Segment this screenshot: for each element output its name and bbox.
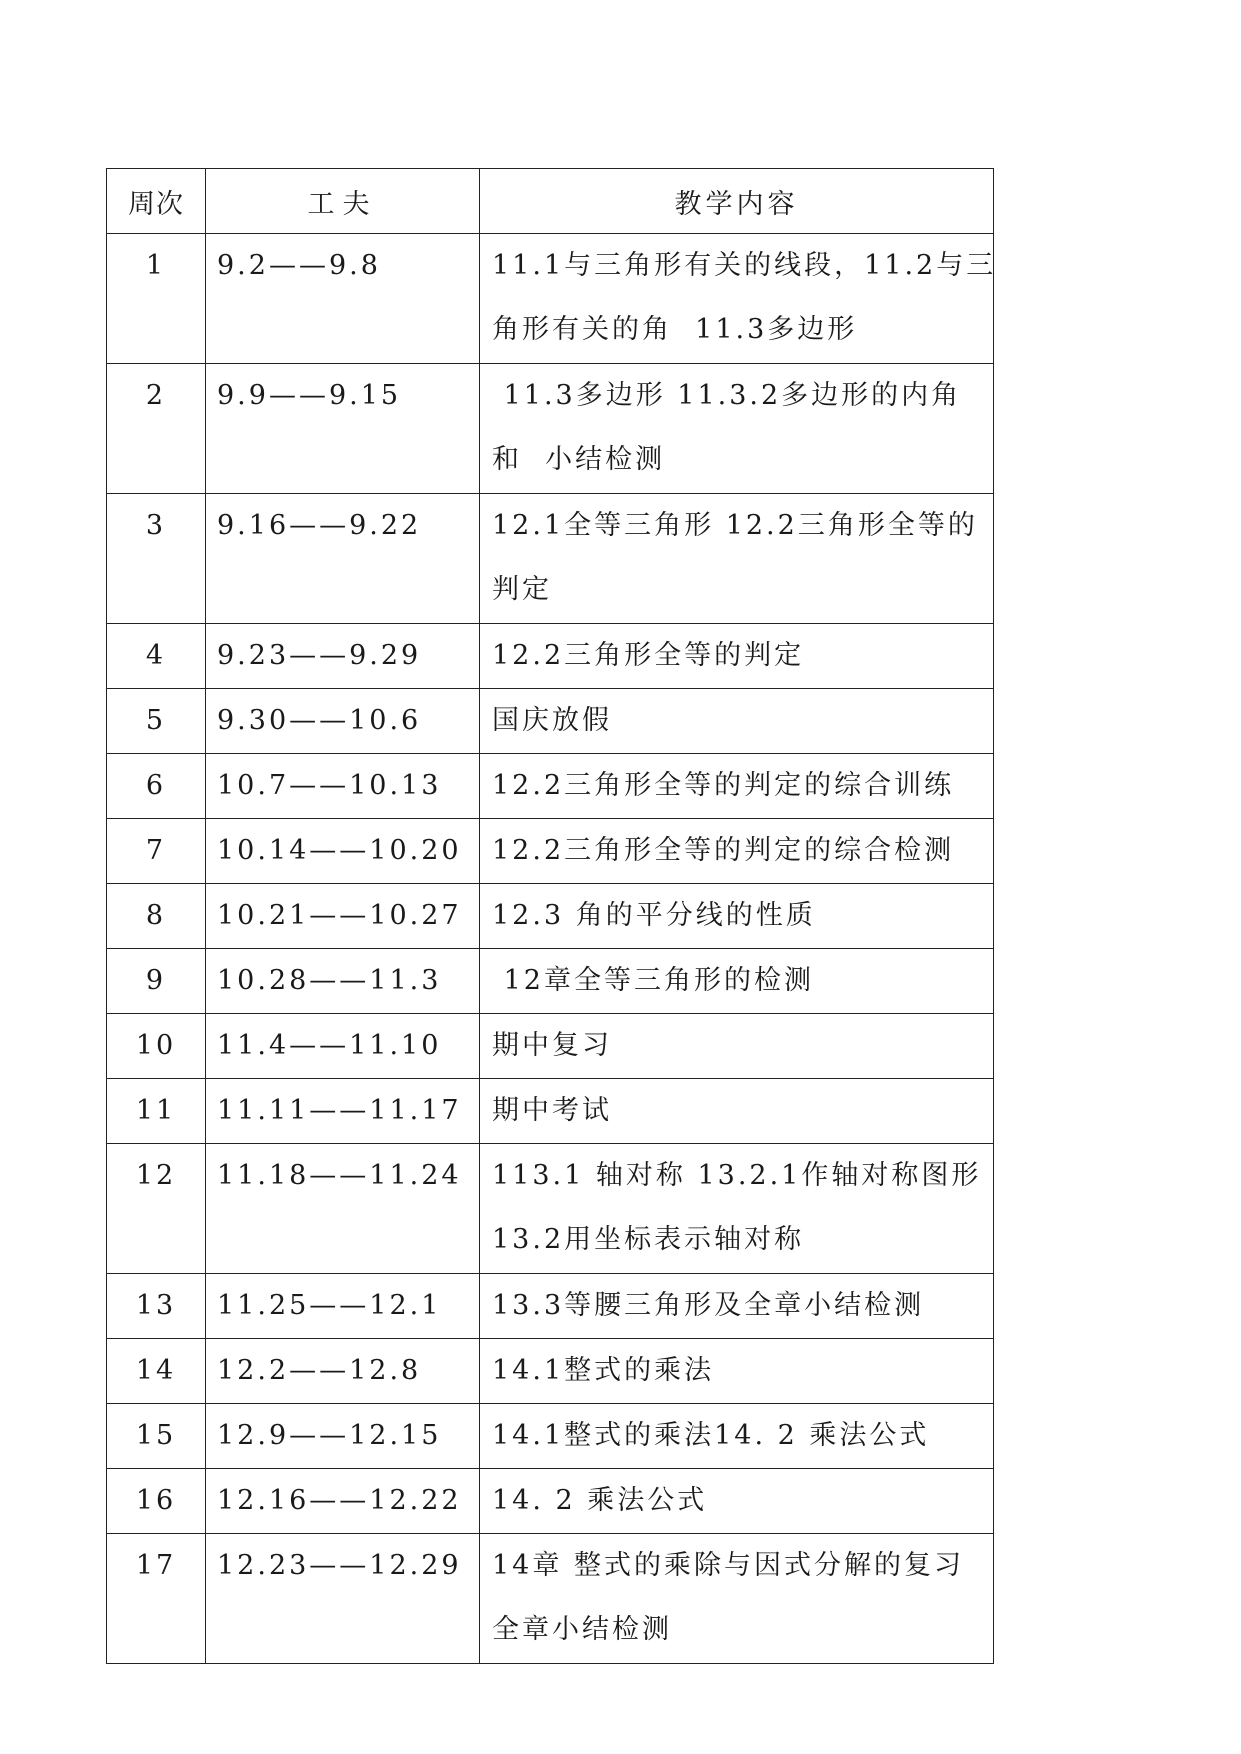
content-line: 14.1整式的乘法14. 2 乘法公式 xyxy=(492,1420,930,1451)
dates-cell: 12.16——12.22 xyxy=(206,1469,480,1534)
week-cell: 15 xyxy=(107,1404,206,1469)
header-row xyxy=(107,169,994,234)
content-line: 国庆放假 xyxy=(492,705,612,736)
dates-cell: 9.2——9.8 xyxy=(206,234,480,364)
table-row xyxy=(107,1404,994,1469)
week-cell: 2 xyxy=(107,364,206,494)
table-row xyxy=(107,1469,994,1534)
content-line: 11.1与三角形有关的线段，11.2与三 xyxy=(492,250,997,281)
content-line: 12.2三角形全等的判定的综合训练 xyxy=(492,770,955,801)
dates-cell: 11.4——11.10 xyxy=(206,1014,480,1079)
table-row xyxy=(107,494,994,624)
content-cell xyxy=(480,364,994,494)
dates-cell: 11.18——11.24 xyxy=(206,1144,480,1274)
content-line: 判定 xyxy=(492,574,552,605)
content-line: 12章全等三角形的检测 xyxy=(492,965,814,996)
header-content: 教学内容 xyxy=(480,169,994,234)
content-cell xyxy=(480,1274,994,1339)
week-cell: 14 xyxy=(107,1339,206,1404)
content-line: 和 小结检测 xyxy=(492,444,666,475)
week-cell: 17 xyxy=(107,1534,206,1664)
week-cell: 3 xyxy=(107,494,206,624)
week-cell: 9 xyxy=(107,949,206,1014)
table-row xyxy=(107,884,994,949)
content-line: 13.3等腰三角形及全章小结检测 xyxy=(492,1290,925,1321)
dates-cell: 12.2——12.8 xyxy=(206,1339,480,1404)
dates-cell: 10.7——10.13 xyxy=(206,754,480,819)
week-cell: 8 xyxy=(107,884,206,949)
table-row xyxy=(107,364,994,494)
content-cell xyxy=(480,949,994,1014)
content-line: 14.1整式的乘法 xyxy=(492,1355,715,1386)
content-cell xyxy=(480,819,994,884)
week-cell: 13 xyxy=(107,1274,206,1339)
table-row xyxy=(107,819,994,884)
table-row xyxy=(107,234,994,364)
content-cell xyxy=(480,754,994,819)
content-cell xyxy=(480,1014,994,1079)
week-cell: 1 xyxy=(107,234,206,364)
content-line: 12.1全等三角形 12.2三角形全等的 xyxy=(492,510,978,541)
week-cell: 7 xyxy=(107,819,206,884)
week-cell: 12 xyxy=(107,1144,206,1274)
content-cell xyxy=(480,1469,994,1534)
content-cell xyxy=(480,1534,994,1664)
dates-cell: 10.21——10.27 xyxy=(206,884,480,949)
content-line: 11.3多边形 11.3.2多边形的内角 xyxy=(492,380,962,411)
table-row xyxy=(107,1534,994,1664)
dates-cell: 10.14——10.20 xyxy=(206,819,480,884)
content-line: 14章 整式的乘除与因式分解的复习 xyxy=(492,1550,964,1581)
content-line: 12.2三角形全等的判定 xyxy=(492,640,805,671)
dates-cell: 9.23——9.29 xyxy=(206,624,480,689)
dates-cell: 10.28——11.3 xyxy=(206,949,480,1014)
content-cell xyxy=(480,624,994,689)
content-cell xyxy=(480,884,994,949)
content-cell xyxy=(480,1079,994,1144)
table-row xyxy=(107,1339,994,1404)
content-line: 12.3 角的平分线的性质 xyxy=(492,900,816,931)
table-row xyxy=(107,689,994,754)
week-cell: 5 xyxy=(107,689,206,754)
dates-cell: 9.30——10.6 xyxy=(206,689,480,754)
dates-cell: 9.9——9.15 xyxy=(206,364,480,494)
content-line: 角形有关的角 11.3多边形 xyxy=(492,314,858,345)
content-cell xyxy=(480,1144,994,1274)
content-cell xyxy=(480,1339,994,1404)
content-cell xyxy=(480,689,994,754)
dates-cell: 11.25——12.1 xyxy=(206,1274,480,1339)
table-row xyxy=(107,949,994,1014)
week-cell: 11 xyxy=(107,1079,206,1144)
content-line: 13.2用坐标表示轴对称 xyxy=(492,1224,805,1255)
dates-cell: 9.16——9.22 xyxy=(206,494,480,624)
week-cell: 4 xyxy=(107,624,206,689)
week-cell: 16 xyxy=(107,1469,206,1534)
table-row xyxy=(107,1144,994,1274)
table-row xyxy=(107,624,994,689)
content-cell xyxy=(480,1404,994,1469)
table-row xyxy=(107,1079,994,1144)
header-dates: 工夫 xyxy=(206,169,480,234)
week-cell: 6 xyxy=(107,754,206,819)
dates-cell: 12.23——12.29 xyxy=(206,1534,480,1664)
content-cell xyxy=(480,234,997,364)
dates-cell: 12.9——12.15 xyxy=(206,1404,480,1469)
content-cell xyxy=(480,494,994,624)
content-line: 期中考试 xyxy=(492,1095,612,1126)
schedule-table xyxy=(106,168,997,1664)
header-week: 周次 xyxy=(107,169,206,234)
week-cell: 10 xyxy=(107,1014,206,1079)
content-line: 12.2三角形全等的判定的综合检测 xyxy=(492,835,955,866)
table-row xyxy=(107,1014,994,1079)
table-row xyxy=(107,754,994,819)
content-line: 14. 2 乘法公式 xyxy=(492,1485,708,1516)
content-line: 全章小结检测 xyxy=(492,1614,672,1645)
content-line: 期中复习 xyxy=(492,1030,612,1061)
content-line: 113.1 轴对称 13.2.1作轴对称图形 xyxy=(492,1160,982,1191)
table-row xyxy=(107,1274,994,1339)
dates-cell: 11.11——11.17 xyxy=(206,1079,480,1144)
